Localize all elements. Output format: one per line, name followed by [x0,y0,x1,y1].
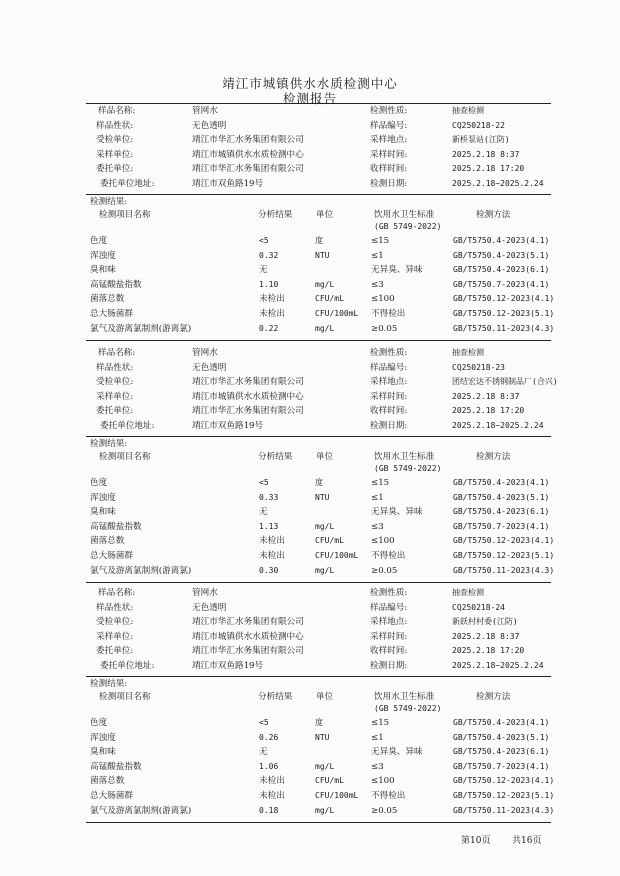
item-name: 总大肠菌群 [90,791,133,801]
column-header-standard-code: (GB 5749-2022) [374,464,442,473]
field-label-sample_site: 采样地点: [370,617,408,628]
unit: 度 [315,478,323,487]
field-value-test_nature: 抽查检测 [452,348,484,357]
field-label-sample_name: 样品名称: [98,348,136,358]
item-name: 氯气及游离氯制剂(游离氯) [90,323,192,334]
method: GB/T5750.4-2023(4.1) [453,718,550,727]
standard-limit: ≤3 [371,521,384,532]
result-value: 0.26 [259,732,279,742]
column-header-item: 检测项目名称 [99,692,151,702]
field-label-sample_time: 采样时间: [370,631,408,642]
field-value-receive_time: 2025.2.18 17:20 [452,646,525,656]
field-label-client: 受检单位: [96,617,134,628]
result-value: 1.06 [259,761,279,771]
standard-limit: ≤1 [371,250,384,261]
field-label-sample_name: 样品名称: [98,588,136,598]
standard-limit: ≤15 [371,718,390,728]
field-label-test_date: 检测日期: [370,421,408,431]
field-label-sample_no: 样品编号: [370,120,408,131]
method: GB/T5750.4-2023(4.1) [453,236,550,245]
results-label: 检测结果: [90,679,128,689]
result-value: 0.30 [259,565,279,575]
info-divider [86,676,551,677]
standard-limit: ≤15 [371,478,390,488]
field-label-sampler: 采样单位: [96,149,134,160]
field-value-sample_site: 新跃村村委(江防) [452,617,518,627]
field-value-sample_time: 2025.2.18 8:37 [452,631,520,641]
field-label-entrust_addr: 委托单位地址: [100,661,155,671]
column-header-standard: 饮用水卫生标准 [374,452,435,462]
unit: CFU/mL [315,294,344,304]
method: GB/T5750.4-2023(6.1) [453,265,550,275]
item-name: 高锰酸盐指数 [90,279,142,290]
column-header-method: 检测方法 [476,452,511,462]
unit: CFU/mL [315,536,344,546]
result-value: 未检出 [259,776,285,787]
item-name: 臭和味 [90,747,116,758]
column-header-method: 检测方法 [476,210,511,220]
unit: 度 [315,236,323,245]
result-value: 未检出 [259,551,285,561]
item-name: 臭和味 [90,507,116,518]
unit: NTU [315,492,330,502]
field-value-sample_no: CQ250218-22 [452,120,505,130]
field-label-test_nature: 检测性质: [370,106,408,116]
unit: CFU/100mL [315,791,359,800]
field-value-test_nature: 抽查检测 [452,588,484,597]
column-header-method: 检测方法 [476,692,511,702]
column-header-standard: 饮用水卫生标准 [374,692,435,702]
method: GB/T5750.7-2023(4.1) [453,521,550,531]
item-name: 菌落总数 [90,776,125,787]
result-value: 0.32 [259,250,279,260]
field-label-test_date: 检测日期: [370,661,408,671]
method: GB/T5750.12-2023(4.1) [453,536,555,546]
method: GB/T5750.12-2023(5.1) [453,309,555,318]
column-header-item: 检测项目名称 [99,452,151,462]
org-title: 靖江市城镇供水水质检测中心 [222,76,398,91]
field-value-sample_props: 无色透明 [192,362,227,373]
field-value-test_date: 2025.2.18~2025.2.24 [452,179,544,188]
field-value-client: 靖江市华汇水务集团有限公司 [192,377,304,388]
field-label-client: 受检单位: [96,135,134,146]
field-label-sample_time: 采样时间: [370,391,408,402]
field-value-sample_name: 管网水 [192,348,218,358]
field-label-sample_time: 采样时间: [370,149,408,160]
field-value-test_date: 2025.2.18~2025.2.24 [452,421,544,430]
item-name: 臭和味 [90,265,116,276]
unit: mg/L [315,521,335,531]
method: GB/T5750.7-2023(4.1) [453,279,550,289]
total-pages: 共16页 [512,836,542,846]
result-value: 1.10 [259,279,279,289]
standard-limit: 不得检出 [371,791,406,801]
method: GB/T5750.11-2023(4.3) [453,323,555,333]
field-value-sampler: 靖江市城镇供水水质检测中心 [192,631,304,642]
result-value: 未检出 [259,536,285,547]
standard-limit: 无异臭、异味 [371,507,423,518]
unit: mg/L [315,323,335,333]
standard-limit: ≤100 [371,776,395,787]
result-value: 无 [259,265,268,276]
column-header-unit: 单位 [316,692,334,702]
field-value-sample_time: 2025.2.18 8:37 [452,149,520,159]
unit: mg/L [315,279,335,289]
field-label-sample_props: 样品性状: [96,362,134,373]
unit: mg/L [315,805,335,815]
field-value-entrust: 靖江市华汇水务集团有限公司 [192,646,304,657]
field-label-receive_time: 收样时间: [370,164,408,175]
page-number: 第10页 [461,836,491,846]
field-value-entrust_addr: 靖江市双鱼路19号 [192,179,264,189]
field-label-sampler: 采样单位: [96,631,134,642]
field-value-entrust_addr: 靖江市双鱼路19号 [192,421,264,431]
result-value: <5 [259,236,269,245]
field-label-sample_no: 样品编号: [370,602,408,613]
result-value: 1.13 [259,521,279,531]
field-value-receive_time: 2025.2.18 17:20 [452,406,525,416]
field-value-client: 靖江市华汇水务集团有限公司 [192,135,304,146]
item-name: 高锰酸盐指数 [90,521,142,532]
info-divider [86,436,551,437]
standard-limit: 无异臭、异味 [371,265,423,276]
field-value-sample_time: 2025.2.18 8:37 [452,391,520,401]
section-bottom-rule [86,822,551,823]
standard-limit: ≥0.05 [371,805,398,816]
method: GB/T5750.4-2023(5.1) [453,732,550,742]
unit: mg/L [315,761,335,771]
result-value: 0.33 [259,492,279,502]
field-label-sampler: 采样单位: [96,391,134,402]
field-value-test_date: 2025.2.18~2025.2.24 [452,661,544,670]
field-value-test_nature: 抽查检测 [452,106,484,115]
unit: mg/L [315,565,335,575]
report-section [0,586,620,826]
method: GB/T5750.4-2023(6.1) [453,747,550,757]
method: GB/T5750.12-2023(5.1) [453,551,555,560]
field-value-sampler: 靖江市城镇供水水质检测中心 [192,149,304,160]
field-value-entrust: 靖江市华汇水务集团有限公司 [192,164,304,175]
method: GB/T5750.11-2023(4.3) [453,805,555,815]
field-value-sample_props: 无色透明 [192,120,227,131]
section-bottom-rule [86,340,551,341]
field-label-sample_props: 样品性状: [96,120,134,131]
column-header-standard-code: (GB 5749-2022) [374,704,442,713]
item-name: 总大肠菌群 [90,551,133,561]
standard-limit: ≥0.05 [371,323,398,334]
field-label-sample_site: 采样地点: [370,377,408,388]
result-value: 0.22 [259,323,279,333]
field-label-client: 受检单位: [96,377,134,388]
standard-limit: ≤100 [371,536,395,547]
standard-limit: 无异臭、异味 [371,747,423,758]
unit: CFU/100mL [315,551,359,560]
method: GB/T5750.4-2023(5.1) [453,492,550,502]
field-value-sample_props: 无色透明 [192,602,227,613]
standard-limit: 不得检出 [371,309,406,319]
field-label-entrust: 委托单位: [96,406,134,417]
column-header-item: 检测项目名称 [99,210,151,220]
method: GB/T5750.11-2023(4.3) [453,565,555,575]
field-label-test_nature: 检测性质: [370,588,408,598]
field-value-sample_no: CQ250218-23 [452,362,505,372]
field-label-entrust: 委托单位: [96,646,134,657]
column-header-result: 分析结果 [258,210,293,220]
unit: NTU [315,732,330,742]
report-section [0,346,620,586]
item-name: 高锰酸盐指数 [90,761,142,772]
method: GB/T5750.4-2023(6.1) [453,507,550,517]
unit: CFU/mL [315,776,344,786]
item-name: 色度 [90,478,108,488]
field-value-sample_site: 新桥泵站(江防) [452,135,510,145]
method: GB/T5750.4-2023(4.1) [453,478,550,487]
field-value-sampler: 靖江市城镇供水水质检测中心 [192,391,304,402]
result-value: <5 [259,718,269,727]
field-label-entrust_addr: 委托单位地址: [100,421,155,431]
field-label-entrust: 委托单位: [96,164,134,175]
result-value: 未检出 [259,309,285,319]
result-value: 未检出 [259,294,285,305]
item-name: 色度 [90,718,108,728]
standard-limit: 不得检出 [371,551,406,561]
field-value-entrust_addr: 靖江市双鱼路19号 [192,661,264,671]
field-value-sample_name: 管网水 [192,106,218,116]
item-name: 氯气及游离氯制剂(游离氯) [90,565,192,576]
field-value-receive_time: 2025.2.18 17:20 [452,164,525,174]
field-value-sample_no: CQ250218-24 [452,602,505,612]
result-value: 无 [259,507,268,518]
field-value-sample_site: 团结宏达不锈钢制品厂(合兴) [452,377,558,387]
column-header-result: 分析结果 [258,452,293,462]
report-section [0,104,620,344]
field-label-test_nature: 检测性质: [370,348,408,358]
section-bottom-rule [86,582,551,583]
field-value-client: 靖江市华汇水务集团有限公司 [192,617,304,628]
item-name: 菌落总数 [90,536,125,547]
field-label-entrust_addr: 委托单位地址: [100,179,155,189]
field-label-test_date: 检测日期: [370,179,408,189]
item-name: 色度 [90,236,108,246]
unit: CFU/100mL [315,309,359,318]
standard-limit: ≤1 [371,732,384,743]
standard-limit: ≤1 [371,492,384,503]
results-label: 检测结果: [90,197,128,207]
field-label-sample_site: 采样地点: [370,135,408,146]
column-header-result: 分析结果 [258,692,293,702]
column-header-standard-code: (GB 5749-2022) [374,222,442,231]
column-header-unit: 单位 [316,452,334,462]
method: GB/T5750.12-2023(4.1) [453,294,555,304]
item-name: 氯气及游离氯制剂(游离氯) [90,805,192,816]
method: GB/T5750.12-2023(4.1) [453,776,555,786]
standard-limit: ≥0.05 [371,565,398,576]
field-value-entrust: 靖江市华汇水务集团有限公司 [192,406,304,417]
unit: 度 [315,718,323,727]
field-value-sample_name: 管网水 [192,588,218,598]
item-name: 浑浊度 [90,732,116,743]
field-label-sample_props: 样品性状: [96,602,134,613]
item-name: 浑浊度 [90,492,116,503]
item-name: 浑浊度 [90,250,116,261]
field-label-receive_time: 收样时间: [370,406,408,417]
column-header-standard: 饮用水卫生标准 [374,210,435,220]
standard-limit: ≤3 [371,761,384,772]
item-name: 总大肠菌群 [90,309,133,319]
field-label-sample_name: 样品名称: [98,106,136,116]
standard-limit: ≤3 [371,279,384,290]
method: GB/T5750.12-2023(5.1) [453,791,555,800]
result-value: 未检出 [259,791,285,801]
unit: NTU [315,250,330,260]
result-value: <5 [259,478,269,487]
column-header-unit: 单位 [316,210,334,220]
standard-limit: ≤100 [371,294,395,305]
field-label-receive_time: 收样时间: [370,646,408,657]
standard-limit: ≤15 [371,236,390,246]
field-label-sample_no: 样品编号: [370,362,408,373]
info-divider [86,194,551,195]
report-title: 检测报告 [282,91,337,106]
result-value: 0.18 [259,805,279,815]
method: GB/T5750.7-2023(4.1) [453,761,550,771]
method: GB/T5750.4-2023(5.1) [453,250,550,260]
result-value: 无 [259,747,268,758]
results-label: 检测结果: [90,439,128,449]
item-name: 菌落总数 [90,294,125,305]
